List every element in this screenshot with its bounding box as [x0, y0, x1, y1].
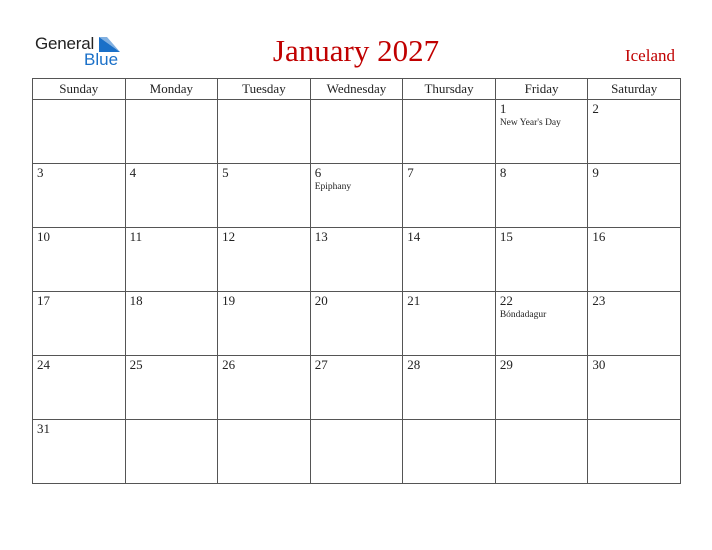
day-number: 22 — [499, 293, 513, 308]
day-cell-content — [403, 164, 495, 182]
day-cell — [125, 292, 218, 356]
week-row — [33, 228, 681, 292]
day-cell-content — [403, 228, 495, 246]
day-number: 8 — [499, 165, 507, 180]
day-cell — [588, 292, 681, 356]
day-cell-content — [588, 292, 680, 310]
day-cell — [218, 100, 311, 164]
day-number: 6 — [314, 165, 322, 180]
day-cell — [310, 228, 403, 292]
weekday-header-row — [33, 79, 681, 100]
day-cell — [403, 228, 496, 292]
weekday-header: Sunday — [33, 79, 126, 100]
day-cell — [33, 164, 126, 228]
day-cell-content — [496, 356, 588, 374]
day-number: 15 — [499, 229, 513, 244]
day-cell — [495, 356, 588, 420]
day-number: 25 — [129, 357, 143, 372]
day-cell-content — [33, 164, 125, 182]
day-cell — [125, 356, 218, 420]
day-cell — [218, 356, 311, 420]
day-cell — [125, 420, 218, 484]
day-cell-content — [588, 356, 680, 374]
day-number: 13 — [314, 229, 328, 244]
day-number: 28 — [407, 357, 421, 372]
day-cell-content — [311, 100, 403, 102]
day-cell-content — [311, 164, 403, 194]
day-cell-content — [496, 100, 588, 130]
weekday-header: Friday — [495, 79, 588, 100]
day-cell — [495, 228, 588, 292]
day-number: 2 — [592, 101, 599, 116]
calendar-title: January 2027 — [272, 33, 440, 68]
day-number: 24 — [37, 357, 50, 372]
day-cell — [310, 356, 403, 420]
logo-word-general: General — [35, 34, 95, 53]
day-cell — [218, 292, 311, 356]
weekday-header: Tuesday — [218, 79, 311, 100]
weekday-header: Thursday — [403, 79, 496, 100]
day-cell-content — [218, 100, 310, 102]
day-number: 14 — [407, 229, 421, 244]
weekday-header: Wednesday — [310, 79, 403, 100]
day-cell — [403, 292, 496, 356]
day-number: 5 — [222, 165, 229, 180]
day-cell-content — [126, 228, 218, 246]
day-cell-content — [496, 228, 588, 246]
day-cell — [218, 164, 311, 228]
day-cell — [33, 228, 126, 292]
week-row — [33, 164, 681, 228]
calendar-body — [33, 100, 681, 484]
holiday-label: Bóndadagur — [499, 310, 547, 320]
day-number: 4 — [129, 165, 137, 180]
day-cell-content — [126, 164, 218, 182]
day-number: 30 — [592, 357, 606, 372]
day-cell — [310, 420, 403, 484]
day-cell-content — [126, 356, 218, 374]
day-number: 3 — [37, 165, 44, 180]
day-cell-content — [311, 356, 403, 374]
day-cell — [125, 100, 218, 164]
day-cell — [310, 100, 403, 164]
day-cell-content — [588, 100, 680, 118]
month-calendar-grid — [32, 78, 681, 484]
day-number: 16 — [592, 229, 606, 244]
day-number: 17 — [37, 293, 50, 308]
day-cell-content — [496, 164, 588, 182]
day-cell-content — [311, 420, 403, 422]
day-cell-content — [311, 228, 403, 246]
day-cell-content — [218, 292, 310, 310]
day-cell — [588, 100, 681, 164]
day-cell-content — [218, 356, 310, 374]
holiday-label: Epiphany — [314, 182, 352, 192]
weekday-header: Saturday — [588, 79, 681, 100]
week-row — [33, 100, 681, 164]
day-cell-content — [33, 228, 125, 246]
day-number: 11 — [129, 229, 143, 244]
day-cell-content — [403, 100, 495, 102]
day-cell-content — [588, 164, 680, 182]
day-number: 29 — [499, 357, 513, 372]
day-cell — [125, 228, 218, 292]
day-cell — [125, 164, 218, 228]
day-cell-content — [33, 292, 125, 310]
holiday-label: New Year's Day — [499, 118, 561, 128]
day-cell-content — [496, 420, 588, 422]
day-number: 19 — [222, 293, 236, 308]
day-cell-content — [126, 100, 218, 102]
day-number: 21 — [407, 293, 421, 308]
day-cell — [310, 164, 403, 228]
day-cell-content — [33, 100, 125, 102]
day-cell-content — [403, 420, 495, 422]
logo-word-blue: Blue — [84, 50, 119, 69]
day-cell-content — [588, 228, 680, 246]
day-cell-content — [218, 420, 310, 422]
day-cell — [403, 356, 496, 420]
day-cell — [588, 420, 681, 484]
day-cell — [218, 420, 311, 484]
day-cell-content — [218, 228, 310, 246]
week-row — [33, 420, 681, 484]
day-cell — [33, 100, 126, 164]
day-cell — [495, 100, 588, 164]
day-cell — [218, 228, 311, 292]
day-cell-content — [126, 292, 218, 310]
day-cell — [495, 164, 588, 228]
day-number: 1 — [499, 101, 507, 116]
day-cell — [33, 356, 126, 420]
day-number: 26 — [222, 357, 236, 372]
day-cell — [495, 420, 588, 484]
day-number: 12 — [222, 229, 236, 244]
day-cell-content — [403, 292, 495, 310]
day-number: 20 — [314, 293, 328, 308]
day-cell — [495, 292, 588, 356]
day-cell-content — [126, 420, 218, 422]
day-number: 7 — [407, 165, 414, 180]
day-number: 27 — [314, 357, 328, 372]
week-row — [33, 292, 681, 356]
day-cell — [403, 420, 496, 484]
day-cell — [33, 292, 126, 356]
day-cell-content — [218, 164, 310, 182]
day-cell — [588, 164, 681, 228]
week-row — [33, 356, 681, 420]
day-number: 31 — [37, 421, 50, 436]
day-cell-content — [33, 420, 125, 438]
day-cell-content — [403, 356, 495, 374]
day-cell-content — [588, 420, 680, 422]
day-cell — [403, 164, 496, 228]
day-number: 23 — [592, 293, 606, 308]
day-cell — [403, 100, 496, 164]
day-number: 10 — [37, 229, 50, 244]
weekday-header: Monday — [125, 79, 218, 100]
day-cell — [33, 420, 126, 484]
day-cell-content — [496, 292, 588, 322]
day-cell — [588, 228, 681, 292]
day-cell — [310, 292, 403, 356]
day-cell-content — [311, 292, 403, 310]
day-number: 18 — [129, 293, 143, 308]
country-label: Iceland — [624, 46, 675, 65]
day-cell-content — [33, 356, 125, 374]
day-number: 9 — [592, 165, 599, 180]
day-cell — [588, 356, 681, 420]
